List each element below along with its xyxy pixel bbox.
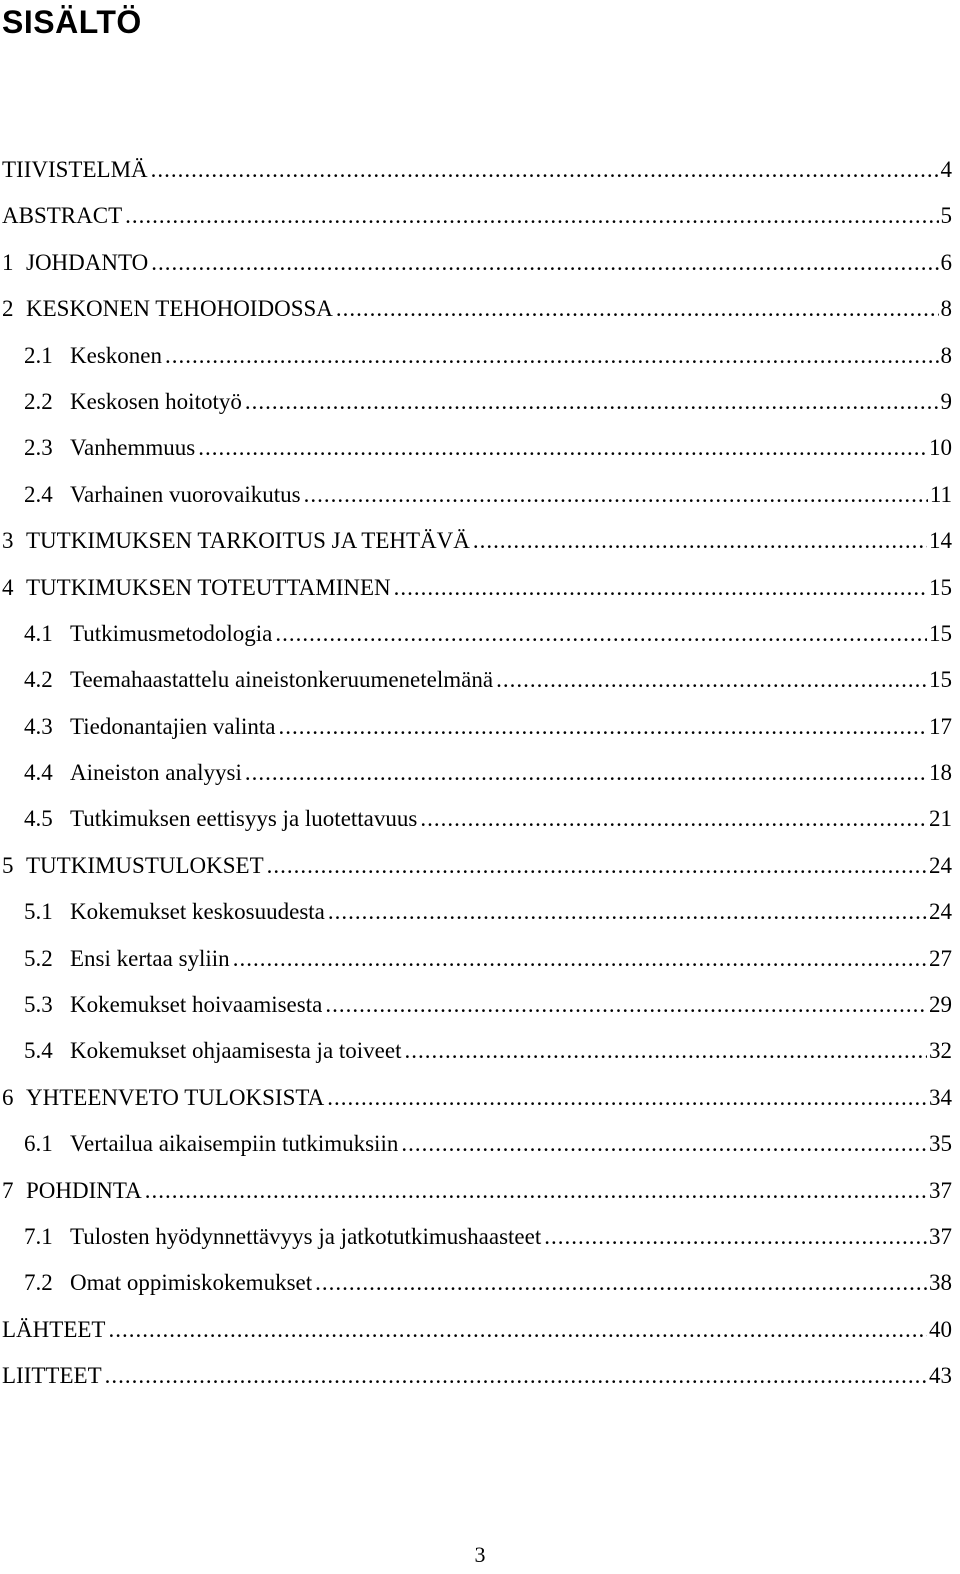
toc-dot-leader <box>278 704 927 750</box>
toc-entry[interactable] <box>0 889 952 935</box>
toc-dot-leader <box>496 657 927 703</box>
toc-entry[interactable] <box>0 936 952 982</box>
page-title: SISÄLTÖ <box>2 4 142 40</box>
toc-dot-leader <box>328 889 927 935</box>
toc-entry-number: 6 <box>2 1084 14 1110</box>
toc-entry-page: 14 <box>929 528 952 554</box>
toc-entry[interactable] <box>0 750 952 796</box>
toc-entry[interactable] <box>0 657 952 703</box>
toc-entry-title: Kokemukset keskosuudesta <box>70 899 325 925</box>
toc-entry-number: 7.2 <box>24 1270 53 1296</box>
toc-entry-title: Tiedonantajien valinta <box>70 713 276 739</box>
toc-entry-title: Kokemukset hoivaamisesta <box>70 992 323 1018</box>
toc-dot-leader <box>267 843 927 889</box>
toc-entry-title: Vanhemmuus <box>70 435 196 461</box>
toc-entry[interactable] <box>0 147 952 193</box>
toc-entry-title: Keskosen hoitotyö <box>70 388 242 414</box>
toc-entry-title: Ensi kertaa syliin <box>70 945 230 971</box>
toc-entry-title: POHDINTA <box>26 1177 142 1203</box>
table-of-contents <box>0 147 952 1400</box>
toc-dot-leader <box>198 425 927 471</box>
toc-entry-number: 1 <box>2 249 14 275</box>
toc-entry-number: 5.1 <box>24 899 53 925</box>
toc-entry[interactable] <box>0 425 952 471</box>
toc-entry[interactable] <box>0 286 952 332</box>
toc-dot-leader <box>544 1214 927 1260</box>
toc-entry-number: 2.1 <box>24 342 53 368</box>
toc-entry-page: 5 <box>940 203 952 229</box>
toc-entry-title: Keskonen <box>70 342 162 368</box>
toc-entry-number: 7 <box>2 1177 14 1203</box>
toc-entry-page: 17 <box>929 713 952 739</box>
toc-entry-page: 15 <box>929 620 952 646</box>
toc-entry-title: ABSTRACT <box>2 203 123 229</box>
toc-entry-number: 4 <box>2 574 14 600</box>
toc-entry-page: 15 <box>929 574 952 600</box>
toc-entry-page: 18 <box>929 760 952 786</box>
toc-entry-number: 4.1 <box>24 620 53 646</box>
toc-entry[interactable] <box>0 240 952 286</box>
toc-entry-page: 8 <box>940 296 952 322</box>
toc-entry-page: 37 <box>929 1223 952 1249</box>
toc-entry[interactable] <box>0 1353 952 1399</box>
toc-entry-title: LÄHTEET <box>2 1316 106 1342</box>
toc-entry-number: 5.3 <box>24 992 53 1018</box>
toc-entry-page: 15 <box>929 667 952 693</box>
toc-entry-title: KESKONEN TEHOHOIDOSSA <box>26 296 333 322</box>
toc-entry-number: 2.2 <box>24 388 53 414</box>
toc-entry-number: 4.2 <box>24 667 53 693</box>
toc-entry[interactable] <box>0 1307 952 1353</box>
toc-entry-number: 2.4 <box>24 481 53 507</box>
toc-entry-title: TUTKIMUKSEN TOTEUTTAMINEN <box>26 574 391 600</box>
toc-dot-leader <box>108 1307 927 1353</box>
toc-entry[interactable] <box>0 1168 952 1214</box>
toc-entry-title: Aineiston analyysi <box>70 760 242 786</box>
toc-entry-number: 6.1 <box>24 1131 53 1157</box>
toc-dot-leader <box>325 982 927 1028</box>
toc-entry-page: 21 <box>929 806 952 832</box>
toc-dot-leader <box>165 333 939 379</box>
toc-entry-page: 8 <box>940 342 952 368</box>
toc-entry-number: 4.5 <box>24 806 53 832</box>
toc-dot-leader <box>420 796 927 842</box>
toc-dot-leader <box>473 518 927 564</box>
toc-entry[interactable] <box>0 982 952 1028</box>
toc-entry-page: 24 <box>929 852 952 878</box>
toc-entry-page: 32 <box>929 1038 952 1064</box>
toc-entry-number: 7.1 <box>24 1223 53 1249</box>
toc-entry-title: Teemahaastattelu aineistonkeruumenetelmänä <box>70 667 494 693</box>
toc-dot-leader <box>145 1168 927 1214</box>
toc-dot-leader <box>233 936 927 982</box>
toc-entry-title: Varhainen vuorovaikutus <box>70 481 301 507</box>
toc-entry-title: TIIVISTELMÄ <box>2 157 148 182</box>
toc-entry[interactable] <box>0 1121 952 1167</box>
toc-entry-title: TUTKIMUKSEN TARKOITUS JA TEHTÄVÄ <box>26 528 470 554</box>
toc-entry-page: 35 <box>929 1131 952 1157</box>
toc-entry-title: Tutkimusmetodologia <box>70 620 273 646</box>
toc-entry-page: 6 <box>940 249 952 275</box>
toc-entry-title: YHTEENVETO TULOKSISTA <box>26 1084 325 1110</box>
toc-entry[interactable] <box>0 1075 952 1121</box>
toc-entry[interactable] <box>0 472 952 518</box>
toc-entry[interactable] <box>0 379 952 425</box>
toc-entry-title: Vertailua aikaisempiin tutkimuksiin <box>70 1131 399 1157</box>
toc-entry-page: 37 <box>929 1177 952 1203</box>
toc-entry-title: Tutkimuksen eettisyys ja luotettavuus <box>70 806 418 832</box>
toc-entry[interactable] <box>0 611 952 657</box>
toc-entry[interactable] <box>0 333 952 379</box>
toc-entry-page: 34 <box>929 1084 952 1110</box>
toc-entry-page: 9 <box>940 388 952 414</box>
toc-entry-title: JOHDANTO <box>26 249 149 275</box>
toc-entry-title: Omat oppimiskokemukset <box>70 1270 313 1296</box>
toc-dot-leader <box>304 472 928 518</box>
toc-entry[interactable] <box>0 796 952 842</box>
toc-dot-leader <box>151 240 938 286</box>
toc-entry-number: 4.3 <box>24 713 53 739</box>
toc-entry-title: Kokemukset ohjaamisesta ja toiveet <box>70 1038 402 1064</box>
toc-entry-number: 5.4 <box>24 1038 53 1064</box>
toc-entry-number: 5.2 <box>24 945 53 971</box>
toc-entry[interactable] <box>0 1260 952 1306</box>
toc-entry-title: Tulosten hyödynnettävyys ja jatkotutkimushaasteet <box>70 1223 542 1249</box>
toc-dot-leader <box>336 286 939 332</box>
toc-entry-number: 3 <box>2 528 14 554</box>
toc-entry[interactable] <box>0 843 952 889</box>
toc-entry-page: 29 <box>929 992 952 1018</box>
toc-entry-title: TUTKIMUSTULOKSET <box>26 852 264 878</box>
toc-entry[interactable] <box>0 193 952 239</box>
toc-entry-page: 43 <box>929 1363 952 1389</box>
toc-dot-leader <box>151 147 939 193</box>
toc-entry-page: 40 <box>929 1316 952 1342</box>
toc-entry-title: LIITTEET <box>2 1363 102 1389</box>
toc-dot-leader <box>401 1121 927 1167</box>
toc-dot-leader <box>125 193 938 239</box>
toc-dot-leader <box>327 1075 927 1121</box>
toc-entry[interactable] <box>0 1028 952 1074</box>
toc-dot-leader <box>405 1028 928 1074</box>
toc-entry-number: 2.3 <box>24 435 53 461</box>
toc-entry[interactable] <box>0 704 952 750</box>
toc-entry-page: 11 <box>929 481 952 507</box>
toc-dot-leader <box>315 1260 927 1306</box>
toc-dot-leader <box>275 611 927 657</box>
toc-dot-leader <box>105 1353 927 1399</box>
toc-entry-number: 4.4 <box>24 760 53 786</box>
toc-entry-number: 2 <box>2 296 14 322</box>
toc-entry-page: 38 <box>929 1270 952 1296</box>
toc-entry-page: 4 <box>940 157 952 182</box>
toc-dot-leader <box>245 750 927 796</box>
toc-dot-leader <box>394 565 927 611</box>
page-number: 3 <box>474 1542 486 1567</box>
toc-entry-page: 27 <box>929 945 952 971</box>
toc-entry-page: 24 <box>929 899 952 925</box>
toc-entry-number: 5 <box>2 852 14 878</box>
toc-entry[interactable] <box>0 1214 952 1260</box>
toc-entry[interactable] <box>0 518 952 564</box>
toc-dot-leader <box>245 379 939 425</box>
toc-entry[interactable] <box>0 565 952 611</box>
toc-entry-page: 10 <box>929 435 952 461</box>
